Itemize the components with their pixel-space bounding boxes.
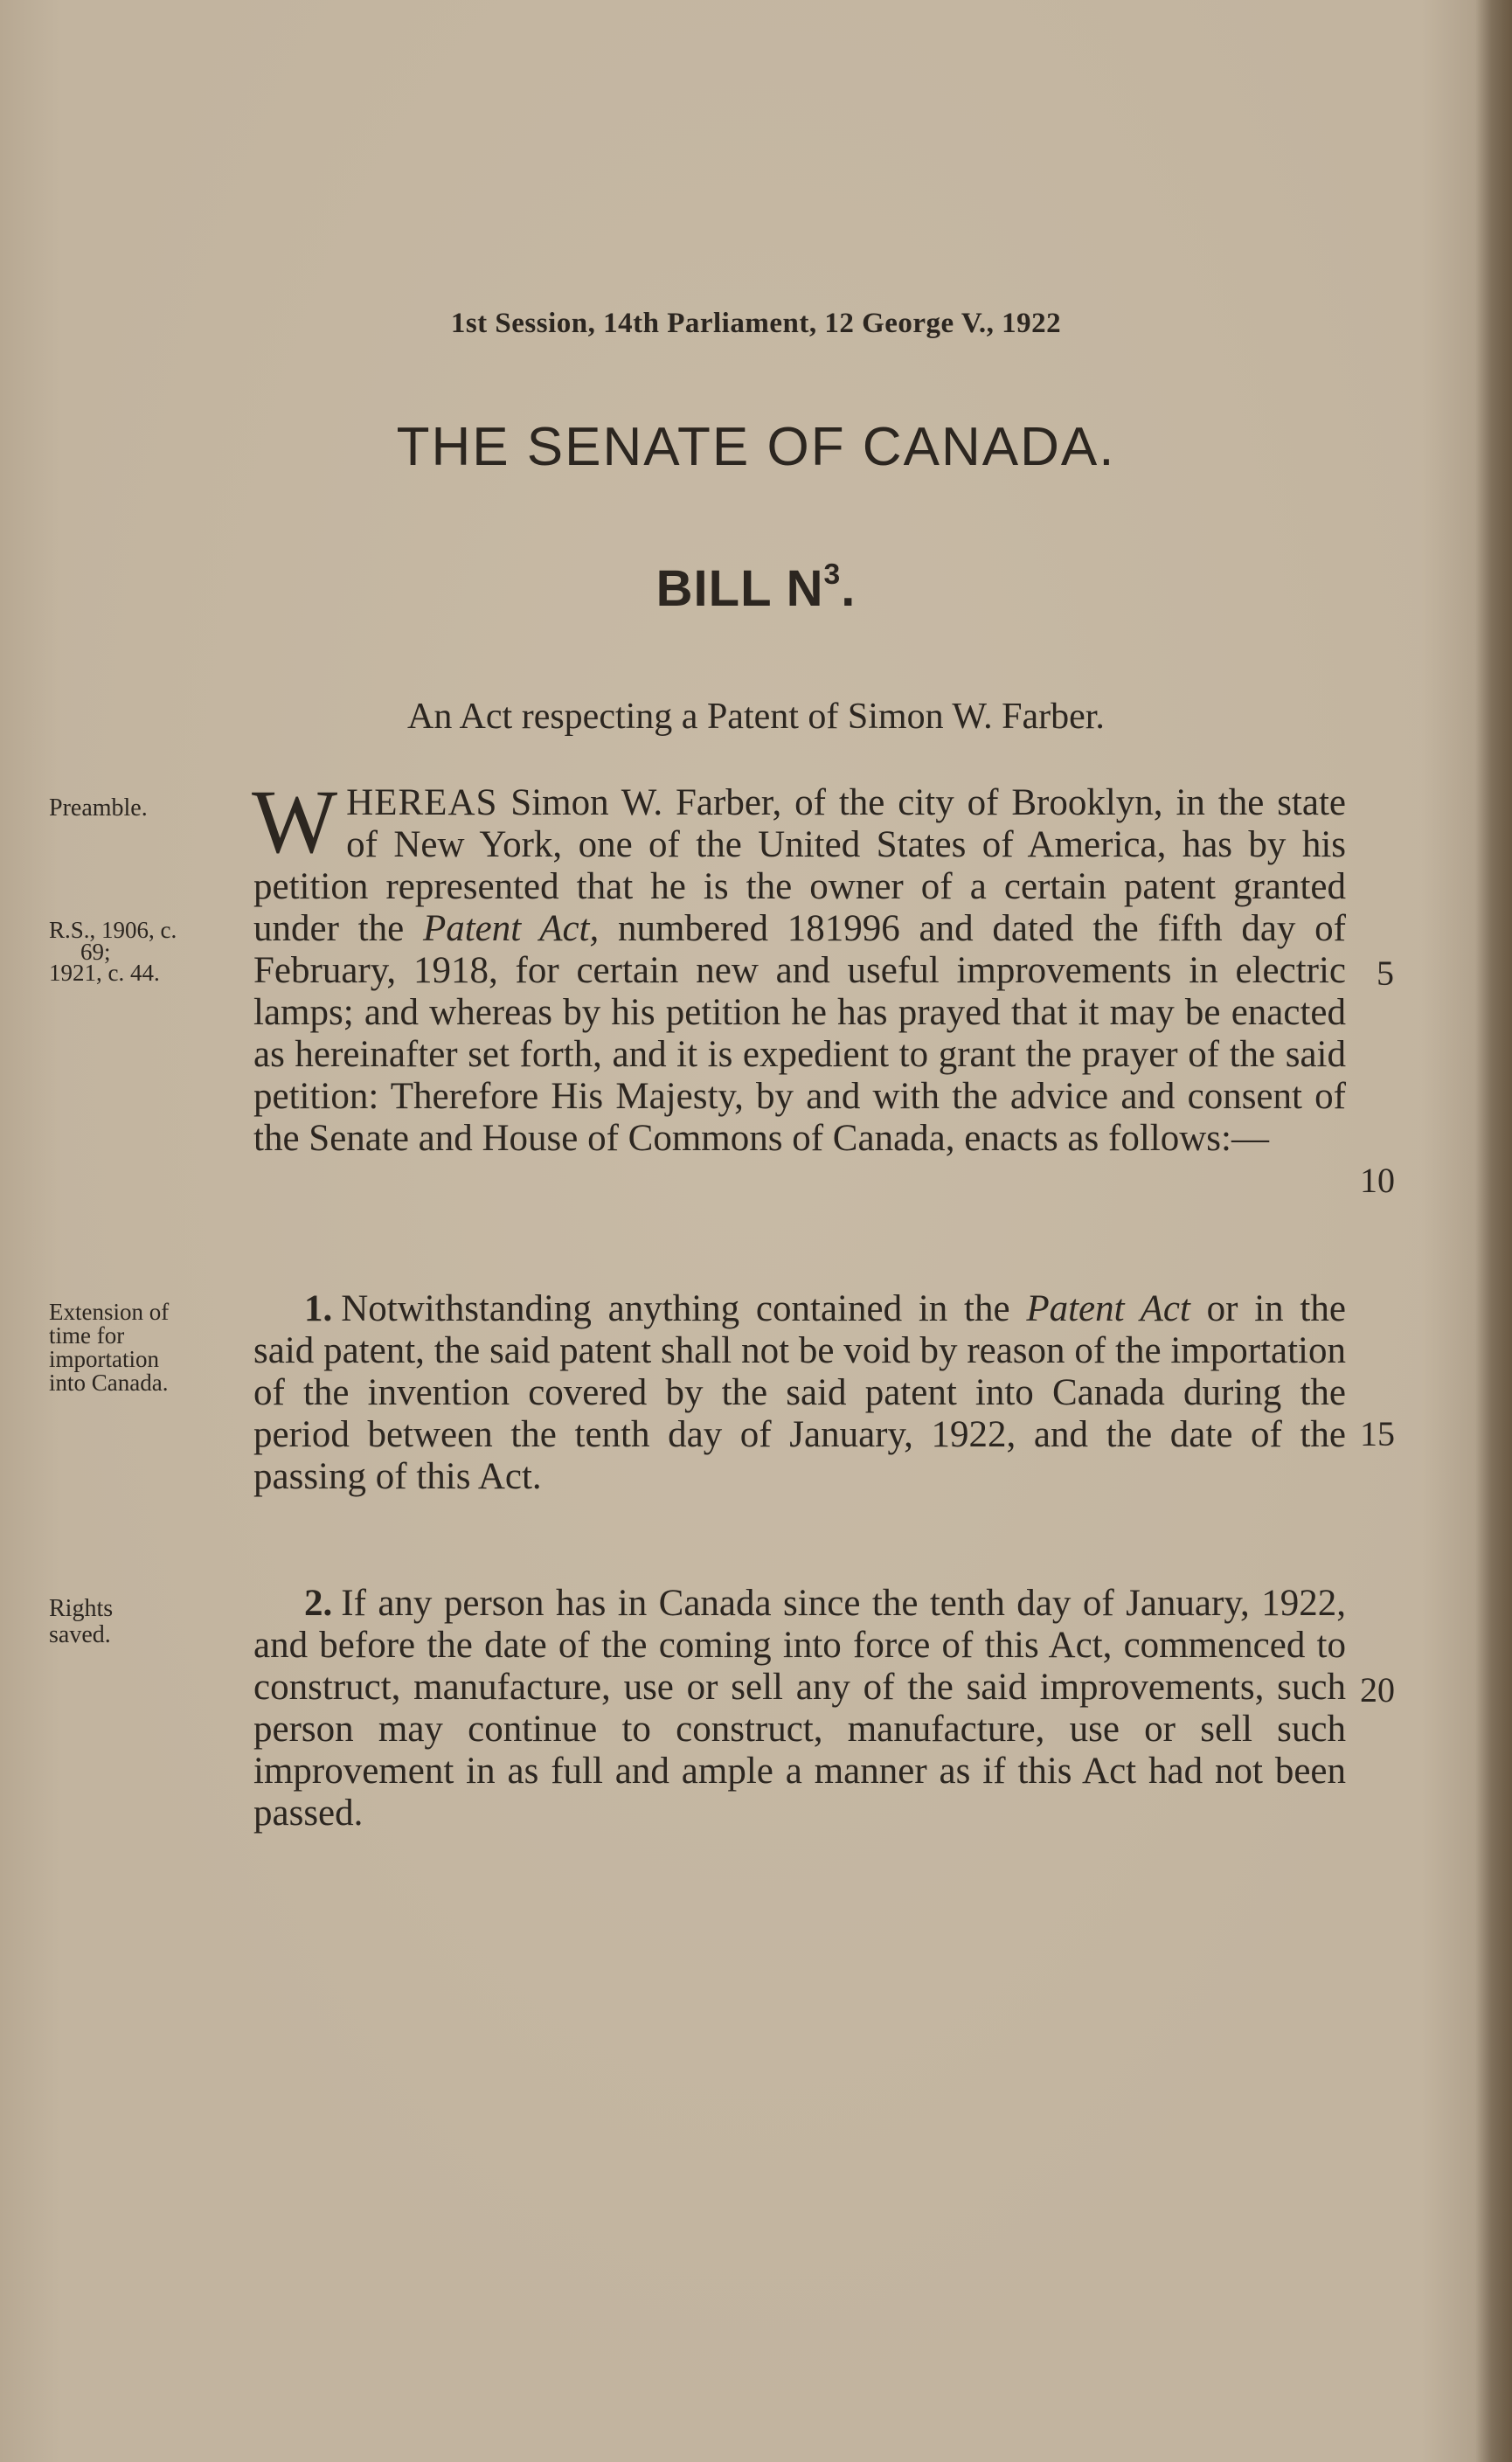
margin-note-rights-saved (49, 1596, 232, 1648)
preamble-lead-caps: HEREAS (346, 782, 498, 823)
preamble-paragraph (252, 772, 1346, 1160)
section-text: Notwithstanding anything contained in the (341, 1288, 1027, 1329)
margin-note-statute-reference (49, 917, 232, 987)
statute-ref-line: 1921, c. 44. (49, 960, 160, 986)
rights-note-line: Rights (49, 1595, 114, 1622)
line-number: 5 (1377, 954, 1394, 993)
section-text: or in the said patent, the said patent shall not be void by reason of the importation of the invention covered by the said patent into Canada during the period between the tenth day of January, 1922, and the date of the passing of this Act. (253, 1288, 1346, 1497)
bill-number: 3 (823, 558, 842, 591)
patent-act-reference: Patent Act, (422, 908, 600, 949)
section-number: 2. (304, 1583, 333, 1624)
page-edge-shadow (1475, 0, 1512, 2462)
margin-note-extension (49, 1300, 232, 1395)
line-number: 20 (1360, 1670, 1395, 1710)
bill-label: BILL N (655, 560, 824, 617)
section-2-paragraph (253, 1583, 1346, 1834)
section-number: 1. (304, 1288, 333, 1329)
line-number: 10 (1360, 1161, 1395, 1200)
senate-title: THE SENATE OF CANADA. (396, 417, 1116, 477)
extension-note-line: importation (49, 1346, 159, 1372)
bill-title (0, 559, 1512, 618)
extension-note-line: Extension of (49, 1299, 170, 1325)
statute-ref-line: 69; (80, 939, 111, 965)
section-1-paragraph (253, 1288, 1346, 1498)
statute-ref-line: R.S., 1906, c. (49, 917, 177, 943)
drop-cap: W (252, 772, 338, 872)
margin-note-preamble: Preamble. (49, 794, 148, 822)
line-number: 15 (1360, 1414, 1395, 1453)
act-title: An Act respecting a Patent of Simon W. Farber. (407, 697, 1105, 737)
patent-act-reference: Patent Act (1026, 1288, 1190, 1329)
rights-note-line: saved. (49, 1621, 111, 1648)
preamble-text: Simon W. Farber, of the city of Brooklyn, in the state of New York, one of the United States of America, has by his petition represented that he is the owner of a certain patent granted under the (253, 782, 1346, 949)
extension-note-line: into Canada. (49, 1370, 169, 1396)
preamble-text: numbered 181996 and dated the fifth day of February, 1918, for certain new and useful improvements in electric lamps; and whereas by his petition he has prayed that it may be enacted as hereinafter set forth, and it is expedient to grant the prayer of the said petition: Therefore His Majesty, by and with the advice and consent of the Senate and House of Commons of Canada, enacts as follows:— (253, 908, 1346, 1159)
extension-note-line: time for (49, 1322, 125, 1349)
section-text: If any person has in Canada since the tenth day of January, 1922, and before the date of the coming into force of this Act, commenced to construct, manufacture, use or sell any of the said improvements, such person may continue to construct, manufacture, use or sell such improvement in as full and ample a manner as if this Act had not been passed. (253, 1583, 1346, 1834)
session-line: 1st Session, 14th Parliament, 12 George V., 1922 (450, 308, 1062, 339)
bill-suffix: . (841, 560, 857, 617)
